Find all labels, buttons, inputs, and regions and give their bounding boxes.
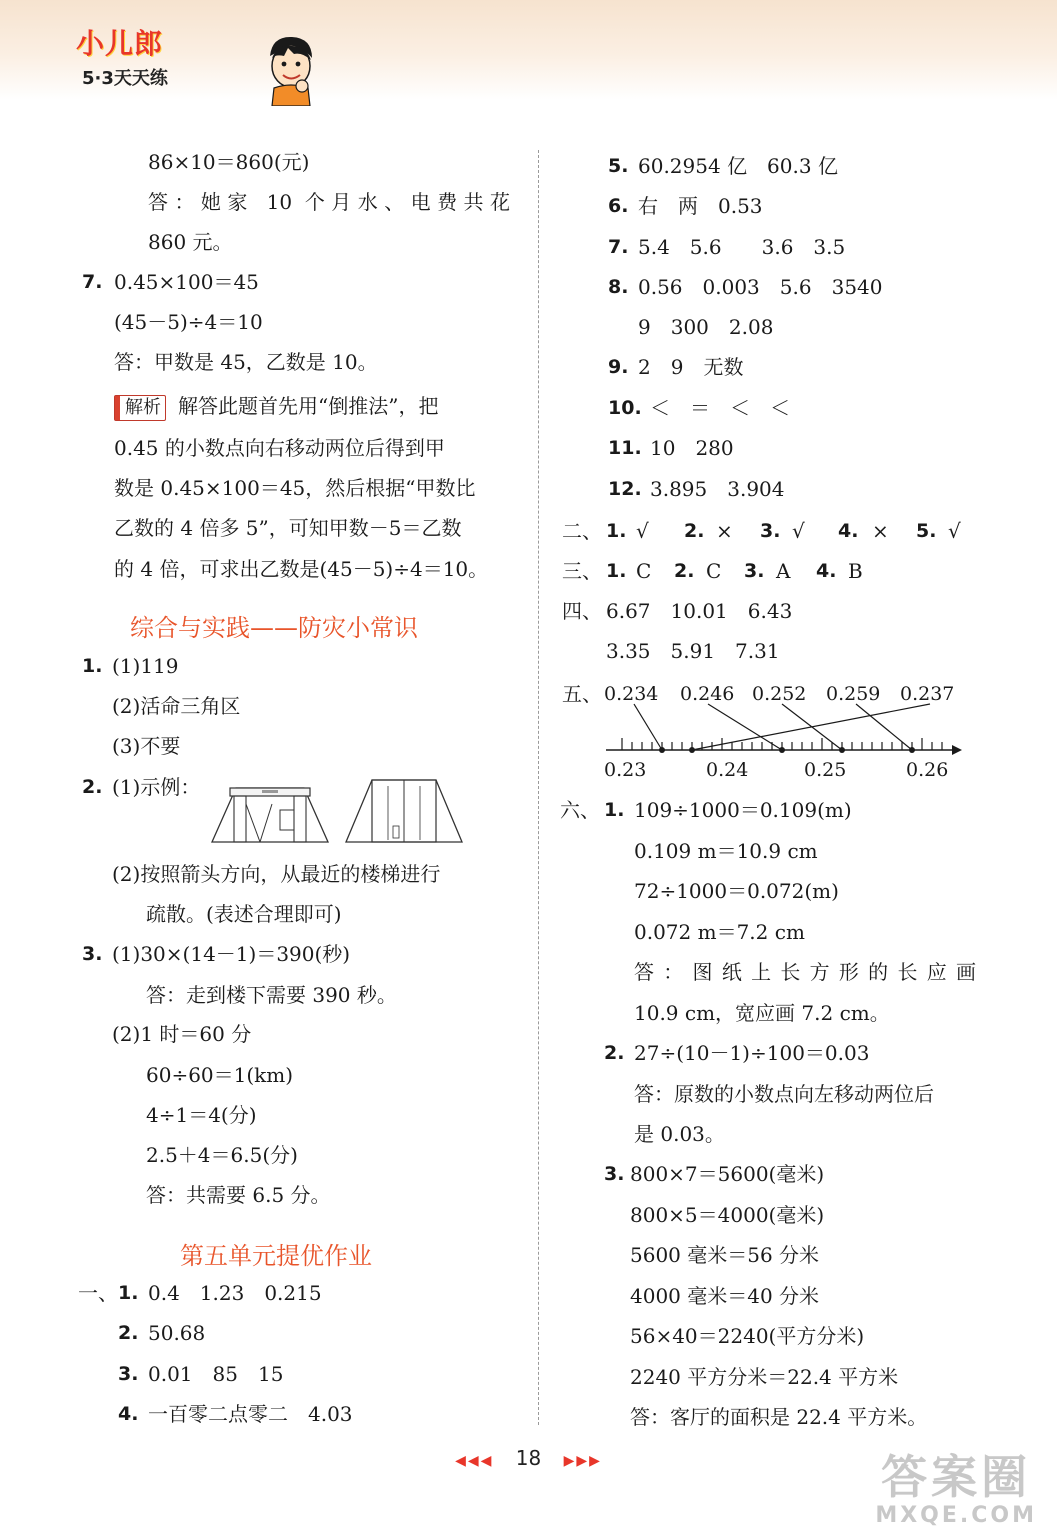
answer-line: 860 元。 xyxy=(148,230,233,254)
analysis-line: 0.45 的小数点向右移动两位后得到甲 xyxy=(114,436,445,460)
choice-answer: C xyxy=(636,559,652,583)
nl-point xyxy=(839,747,845,753)
question-number: 2. xyxy=(674,560,695,582)
question-number: 12. xyxy=(608,478,642,500)
answer-line: (2)1 时＝60 分 xyxy=(112,1022,252,1046)
judgment-mark: × xyxy=(872,519,889,543)
answer-line: 3.895 3.904 xyxy=(650,477,785,501)
nl-top-label: 0.246 xyxy=(680,683,735,705)
brand-title: 小儿郎 xyxy=(76,27,164,60)
question-number: 7. xyxy=(608,236,629,258)
answer-line: 72÷1000＝0.072(m) xyxy=(634,879,839,903)
answer-line: 10.9 cm，宽应画 7.2 cm。 xyxy=(634,1001,890,1025)
answer-line: 800×7＝5600(毫米) xyxy=(630,1162,825,1186)
judgment-mark: × xyxy=(716,519,733,543)
answer-line: 答：图纸上长方形的长应画 xyxy=(634,960,976,984)
prev-arrows-icon: ◀◀◀ xyxy=(455,1453,494,1469)
answer-line: 是 0.03。 xyxy=(634,1122,725,1146)
answer-line: 答：客厅的面积是 22.4 平方米。 xyxy=(630,1405,928,1429)
answer-line: 答：走到楼下需要 390 秒。 xyxy=(146,983,397,1007)
nl-bottom-label: 0.26 xyxy=(906,759,949,781)
question-number: 11. xyxy=(608,437,642,459)
answer-line: 答：共需要 6.5 分。 xyxy=(146,1183,331,1207)
answer-line: (1)示例： xyxy=(112,775,201,799)
question-number: 1. xyxy=(606,560,627,582)
analysis-line: 乙数的 4 倍多 5”，可知甲数－5＝乙数 xyxy=(114,516,462,540)
question-number: 2. xyxy=(684,520,705,542)
answer-line: (1)119 xyxy=(112,654,179,678)
choice-answer: C xyxy=(706,559,722,583)
answer-line: 答：原数的小数点向左移动两位后 xyxy=(634,1082,934,1106)
answer-line: 0.01 85 15 xyxy=(148,1362,284,1386)
question-number: 2. xyxy=(82,776,103,798)
question-number: 8. xyxy=(608,276,629,298)
question-number: 3. xyxy=(604,1163,625,1185)
nl-pointer-line xyxy=(634,704,662,750)
question-number: 2. xyxy=(604,1042,625,1064)
part-prefix: 二、 xyxy=(562,519,602,543)
watermark-url: MXQE.COM xyxy=(875,1503,1037,1528)
answer-line: 86×10＝860(元) xyxy=(148,150,310,174)
wardrobe-shelter-illustration xyxy=(344,776,464,846)
section-title: 综合与实践——防灾小常识 xyxy=(130,614,418,642)
question-number: 3. xyxy=(744,560,765,582)
answer-line: 0.45×100＝45 xyxy=(114,270,259,294)
answer-line: 答：甲数是 45，乙数是 10。 xyxy=(114,350,378,374)
desk-shelter-illustration xyxy=(210,776,330,846)
nl-bottom-label: 0.23 xyxy=(604,759,647,781)
answer-line: 右 两 0.53 xyxy=(638,194,763,218)
answer-line: 5600 毫米＝56 分米 xyxy=(630,1243,820,1267)
nl-pointer-line xyxy=(692,704,930,750)
question-number: 3. xyxy=(118,1363,139,1385)
answer-line: 答：她家 10 个月水、电费共花 xyxy=(148,190,510,214)
analysis-text: 解答此题首先用“倒推法”，把 xyxy=(178,394,439,418)
part-prefix: 四、 xyxy=(562,599,602,623)
answer-line: 2 9 无数 xyxy=(638,355,744,379)
analysis-line: 的 4 倍，可求出乙数是(45－5)÷4＝10。 xyxy=(114,557,489,581)
answer-line: (3)不要 xyxy=(112,734,181,758)
analysis-line: 数是 0.45×100＝45，然后根据“甲数比 xyxy=(114,476,476,500)
nl-bottom-label: 0.25 xyxy=(804,759,847,781)
answer-line: 0.109 m＝10.9 cm xyxy=(634,839,818,863)
brand-subtitle: 5·3天天练 xyxy=(82,68,168,89)
analysis-badge: 解析 xyxy=(114,395,166,421)
watermark xyxy=(875,1451,1037,1528)
question-number: 2. xyxy=(118,1322,139,1344)
question-number: 5. xyxy=(608,155,629,177)
nl-bottom-label: 0.24 xyxy=(706,759,749,781)
question-number: 4. xyxy=(118,1403,139,1425)
answer-line: 109÷1000＝0.109(m) xyxy=(634,798,852,822)
answer-line: (2)按照箭头方向，从最近的楼梯进行 xyxy=(112,862,441,886)
section-title: 第五单元提优作业 xyxy=(180,1242,372,1270)
answer-line: 10 280 xyxy=(650,436,734,460)
question-number: 6. xyxy=(608,195,629,217)
question-number: 5. xyxy=(916,520,937,542)
number-line-diagram xyxy=(596,680,966,784)
answer-line: 0.072 m＝7.2 cm xyxy=(634,920,805,944)
answer-line: (2)活命三角区 xyxy=(112,694,241,718)
mascot-boy-icon xyxy=(264,34,318,106)
nl-point xyxy=(689,747,695,753)
page-number: 18 xyxy=(515,1446,542,1470)
nl-point xyxy=(659,747,665,753)
answer-line: ＜ ＝ ＜ ＜ xyxy=(650,396,790,420)
nl-top-label: 0.259 xyxy=(826,683,881,705)
answer-line: (1)30×(14－1)＝390(秒) xyxy=(112,942,351,966)
column-divider xyxy=(538,150,539,1425)
question-number: 1. xyxy=(118,1282,139,1304)
answer-line: 9 300 2.08 xyxy=(638,315,774,339)
answer-line: 一百零二点零二 4.03 xyxy=(148,1402,353,1426)
answer-line: 4000 毫米＝40 分米 xyxy=(630,1284,820,1308)
answer-line: 60.2954 亿 60.3 亿 xyxy=(638,154,838,178)
answer-line: (45－5)÷4＝10 xyxy=(114,310,263,334)
nl-top-label: 0.237 xyxy=(900,683,955,705)
question-number: 1. xyxy=(82,655,103,677)
nl-pointer-line xyxy=(708,704,782,750)
answer-line: 5.4 5.6 3.6 3.5 xyxy=(638,235,846,259)
part-prefix: 五、 xyxy=(562,682,602,706)
judgment-mark: √ xyxy=(792,519,805,543)
judgment-mark: √ xyxy=(948,519,961,543)
question-number: 9. xyxy=(608,356,629,378)
answer-line: 2.5＋4＝6.5(分) xyxy=(146,1143,298,1167)
analysis-line xyxy=(114,392,438,421)
nl-top-label: 0.252 xyxy=(752,683,807,705)
answer-line: 50.68 xyxy=(148,1321,206,1345)
part-prefix: 三、 xyxy=(562,559,602,583)
answer-line: 27÷(10－1)÷100＝0.03 xyxy=(634,1041,870,1065)
part-prefix: 一、 xyxy=(78,1281,118,1305)
part-prefix: 六、 xyxy=(560,798,600,822)
question-number: 1. xyxy=(604,799,625,821)
answer-line: 800×5＝4000(毫米) xyxy=(630,1203,825,1227)
question-number: 3. xyxy=(82,943,103,965)
question-number: 1. xyxy=(606,520,627,542)
answer-line: 56×40＝2240(平方分米) xyxy=(630,1324,865,1348)
answer-line: 2240 平方分米＝22.4 平方米 xyxy=(630,1365,899,1389)
nl-point xyxy=(909,747,915,753)
answer-line: 60÷60＝1(km) xyxy=(146,1063,294,1087)
answer-line: 0.56 0.003 5.6 3540 xyxy=(638,275,883,299)
brand-logo xyxy=(76,20,246,100)
next-arrows-icon: ▶▶▶ xyxy=(563,1453,602,1469)
judgment-mark: √ xyxy=(636,519,649,543)
nl-pointer-line xyxy=(856,704,912,750)
choice-answer: B xyxy=(848,559,863,583)
watermark-title: 答案圈 xyxy=(881,1450,1032,1504)
answer-line: 6.67 10.01 6.43 xyxy=(606,599,793,623)
question-number: 3. xyxy=(760,520,781,542)
answer-line: 0.4 1.23 0.215 xyxy=(148,1281,322,1305)
nl-top-label: 0.234 xyxy=(604,683,659,705)
question-number: 7. xyxy=(82,271,103,293)
question-number: 4. xyxy=(838,520,859,542)
choice-answer: A xyxy=(776,559,791,583)
question-number: 10. xyxy=(608,397,642,419)
answer-line: 疏散。(表述合理即可) xyxy=(146,902,342,926)
question-number: 4. xyxy=(816,560,837,582)
nl-point xyxy=(779,747,785,753)
nl-arrow-icon xyxy=(952,745,962,755)
answer-line: 4÷1＝4(分) xyxy=(146,1103,257,1127)
answer-line: 3.35 5.91 7.31 xyxy=(606,639,780,663)
